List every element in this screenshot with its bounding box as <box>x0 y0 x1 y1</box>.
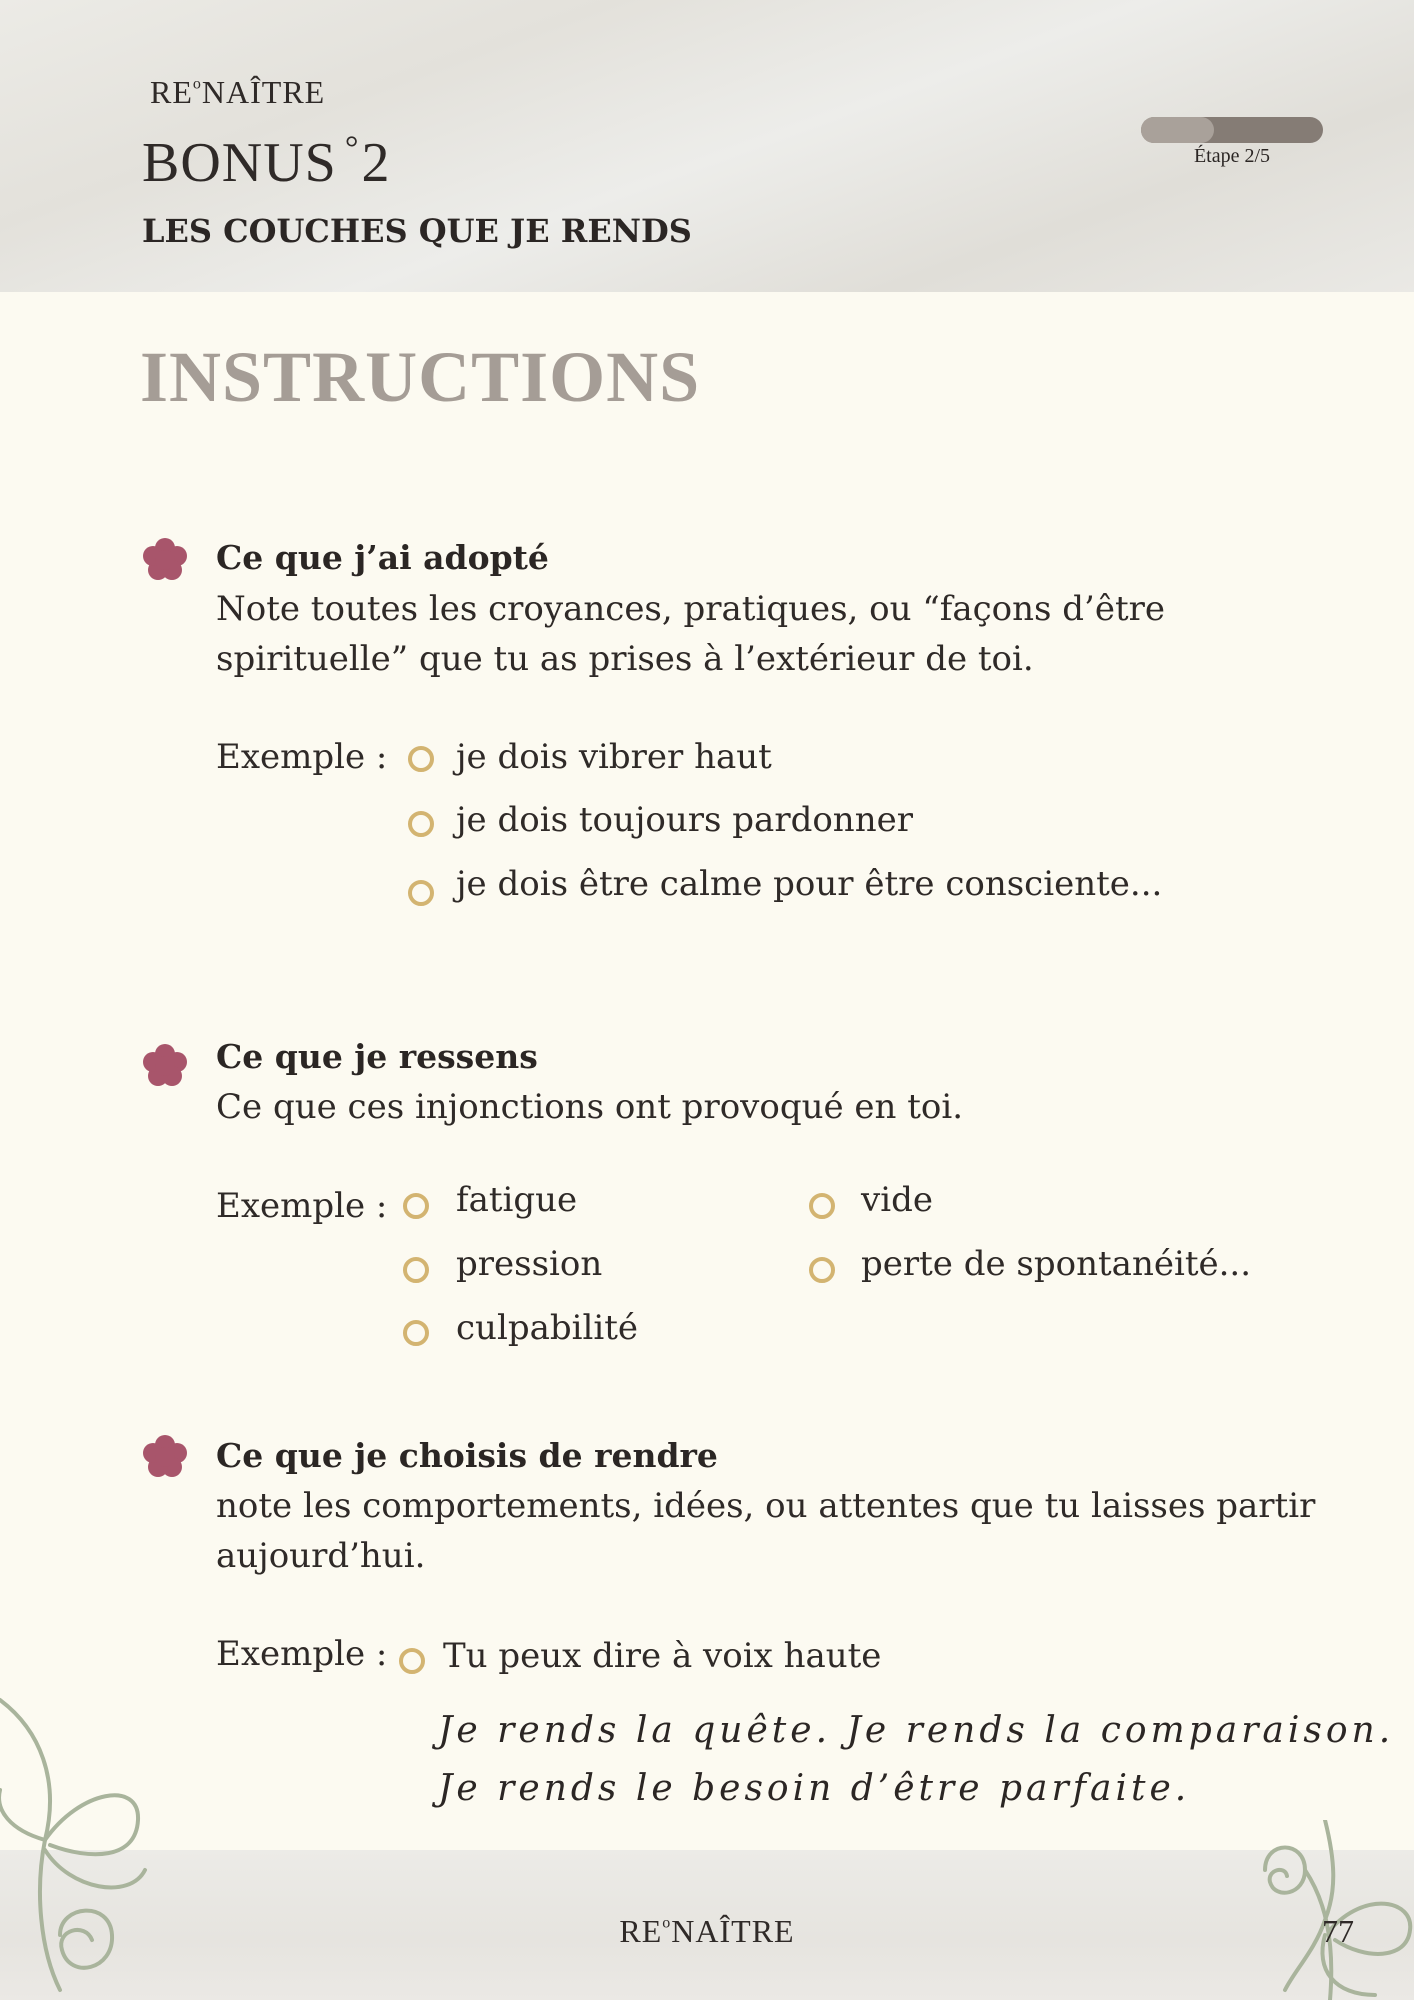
example-item: fatigue <box>456 1180 578 1220</box>
progress-label: Étape 2/5 <box>1193 145 1271 167</box>
example-item: pression <box>456 1244 603 1284</box>
affirmation-line: Je rends la quête. Je rends la comparaison. <box>438 1710 1395 1751</box>
circle-bullet-icon <box>408 811 434 837</box>
flower-bullet-icon <box>141 1434 189 1478</box>
section-title-rendre: Ce que je choisis de rendre <box>216 1436 718 1475</box>
example-label: Exemple : <box>216 1186 388 1226</box>
circle-bullet-icon <box>809 1193 835 1219</box>
example-item: je dois vibrer haut <box>456 737 772 777</box>
section-body-adopte: Note toutes les croyances, pratiques, ou “façons d’être spirituelle” que tu as prises à l’extérieur de toi. <box>216 589 1165 679</box>
bonus-subtitle: LES COUCHES QUE JE RENDS <box>142 212 692 250</box>
section-title-adopte: Ce que j’ai adopté <box>216 538 549 577</box>
flower-bullet-icon <box>141 1043 189 1087</box>
circle-bullet-icon <box>408 746 434 772</box>
swirl-decoration-icon <box>0 1690 160 2000</box>
example-item: culpabilité <box>456 1308 639 1348</box>
circle-bullet-icon <box>399 1648 425 1674</box>
section-body-rendre: note les comportements, idées, ou attentes que tu laisses partir aujourd’hui. <box>216 1486 1316 1576</box>
page-heading: INSTRUCTIONS <box>140 337 701 417</box>
bonus-title: BONUS °2 <box>142 130 391 194</box>
circle-bullet-icon <box>809 1257 835 1283</box>
example-label: Exemple : <box>216 737 388 777</box>
brand-logo-footer: $RE^oNAÎTRE$ <box>619 1913 795 1949</box>
example-item: vide <box>861 1180 933 1220</box>
circle-bullet-icon <box>403 1257 429 1283</box>
step-progress-bar <box>1141 117 1323 143</box>
circle-bullet-icon <box>403 1193 429 1219</box>
page-number: 77 <box>1322 1913 1354 1949</box>
swirl-decoration-icon <box>1225 1820 1414 2000</box>
example-item: je dois être calme pour être consciente... <box>456 864 1163 904</box>
example-item: Tu peux dire à voix haute <box>443 1636 882 1676</box>
circle-bullet-icon <box>403 1320 429 1346</box>
section-title-ressens: Ce que je ressens <box>216 1037 538 1076</box>
example-item: perte de spontanéité... <box>861 1244 1252 1284</box>
example-item: je dois toujours pardonner <box>456 800 913 840</box>
affirmation-line: Je rends le besoin d’être parfaite. <box>438 1768 1191 1809</box>
progress-fill <box>1141 117 1214 143</box>
brand-logo-top: $RE^oNAÎTRE$ <box>150 74 326 110</box>
circle-bullet-icon <box>408 880 434 906</box>
flower-bullet-icon <box>141 537 189 581</box>
section-body-ressens: Ce que ces injonctions ont provoqué en toi. <box>216 1087 964 1127</box>
example-label: Exemple : <box>216 1634 388 1674</box>
